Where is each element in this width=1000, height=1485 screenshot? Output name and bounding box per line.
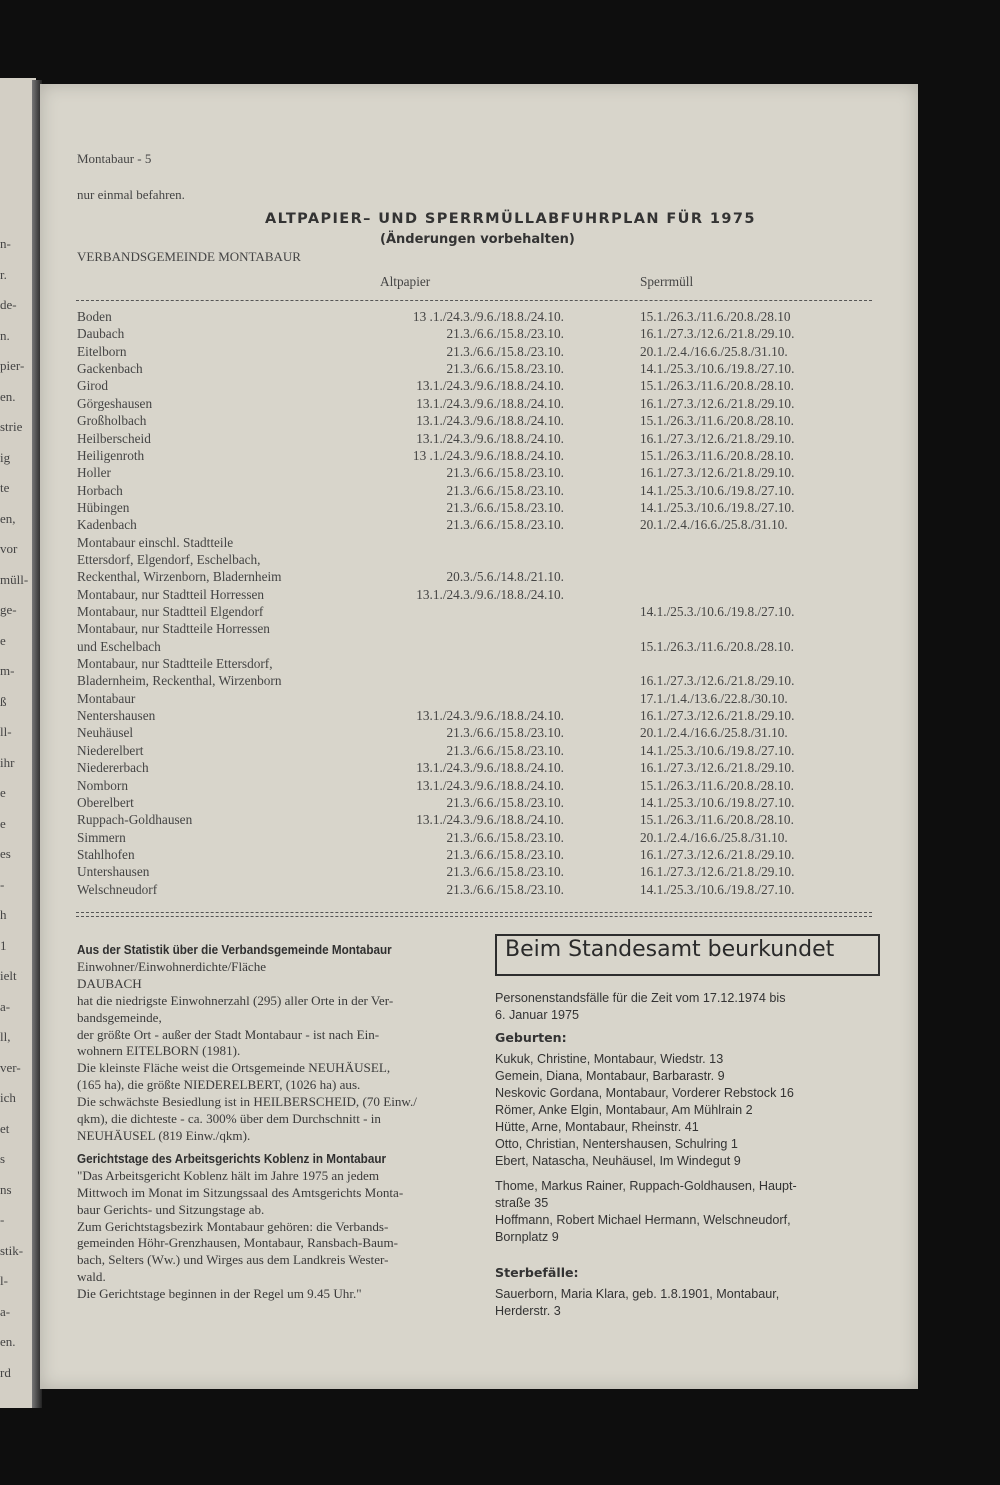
row-place: Daubach — [77, 326, 125, 342]
row-sperrmuell-dates: 15.1./26.3./11.6./20.8./28.10. — [640, 777, 794, 793]
row-place: Montabaur, nur Stadtteil Elgendorf — [77, 604, 264, 619]
table-row — [40, 847, 918, 864]
table-row — [40, 361, 918, 378]
row-place: Montabaur — [77, 690, 136, 706]
gericht-body — [77, 1168, 477, 1303]
page-subtitle: (Änderungen vorbehalten) — [380, 232, 575, 247]
row-altpapier-dates: 21.3./6.6./15.8./23.10. — [446, 343, 564, 359]
row-place: Montabaur, nur Stadtteile Ettersdorf, — [77, 656, 273, 671]
row-sperrmuell-dates: 15.1./26.3./11.6./20.8./28.10. — [640, 638, 794, 654]
row-altpapier-dates: 13.1./24.3./9.6./18.8./24.10. — [416, 812, 564, 828]
row-sperrmuell-dates: 20.1./2.4./16.6./25.8./31.10. — [640, 725, 788, 741]
geburt-entry: straße 35 — [495, 1196, 549, 1210]
prev-page-fragment: ver- — [0, 1060, 21, 1075]
prev-page-fragment: s — [0, 1151, 6, 1166]
verband-label: VERBANDSGEMEINDE MONTABAUR — [77, 249, 301, 264]
gericht-line: gemeinden Höhr-Grenzhausen, Montabaur, Ransbach-Baum- — [77, 1235, 398, 1251]
table-row — [40, 431, 918, 448]
row-altpapier-dates: 13.1./24.3./9.6./18.8./24.10. — [416, 760, 564, 776]
table-row — [40, 517, 918, 534]
row-altpapier-dates: 13.1./24.3./9.6./18.8./24.10. — [416, 708, 564, 723]
row-place: Niederelbert — [77, 742, 144, 758]
table-row — [40, 396, 918, 413]
page-label: Montabaur - 5 — [77, 151, 152, 166]
sterbefall-entry: Herderstr. 3 — [495, 1304, 561, 1318]
row-place: Heilberscheid — [77, 430, 151, 446]
prev-page-fragment: a- — [0, 999, 11, 1014]
table-row — [40, 483, 918, 500]
table-row — [40, 326, 918, 343]
row-sperrmuell-dates: 16.1./27.3./12.6./21.8./29.10. — [640, 846, 795, 862]
geburt-entry: Neskovic Gordana, Montabaur, Vorderer Rebstock 16 — [495, 1086, 794, 1100]
row-sperrmuell-dates: 14.1./25.3./10.6./19.8./27.10. — [640, 794, 795, 810]
table-row — [40, 656, 918, 673]
prev-page-fragment: de- — [0, 297, 17, 312]
gericht-heading: Gerichtstage des Arbeitsgerichts Koblenz in Montabaur — [77, 1150, 387, 1166]
row-place: Ruppach-Goldhausen — [77, 812, 193, 828]
statistik-body — [77, 959, 477, 1145]
previous-page-edge — [0, 78, 36, 1408]
prev-page-fragment: en, — [0, 511, 16, 526]
prev-page-fragment: müll- — [0, 572, 29, 587]
row-altpapier-dates: 13 .1./24.3./9.6./18.8./24.10. — [412, 309, 564, 324]
prev-page-fragment: strie — [0, 419, 23, 434]
statistik-line: hat die niedrigste Einwohnerzahl (295) aller Orte in der Ver- — [77, 992, 394, 1008]
row-sperrmuell-dates: 16.1./27.3./12.6./21.8./29.10. — [640, 326, 795, 342]
gericht-line: Zum Gerichtstagsbezirk Montabaur gehören: die Verbands- — [77, 1218, 389, 1234]
gericht-line: "Das Arbeitsgericht Koblenz hält im Jahre 1975 an jedem — [77, 1167, 380, 1183]
geburt-entry: Kukuk, Christine, Montabaur, Wiedstr. 13 — [495, 1052, 724, 1066]
row-altpapier-dates: 13.1./24.3./9.6./18.8./24.10. — [416, 378, 564, 394]
statistik-line: Einwohner/Einwohnerdichte/Fläche — [77, 958, 267, 974]
row-altpapier-dates: 21.3./6.6./15.8./23.10. — [446, 517, 564, 533]
row-sperrmuell-dates: 14.1./25.3./10.6./19.8./27.10. — [640, 499, 795, 515]
row-place: und Eschelbach — [77, 638, 161, 654]
row-sperrmuell-dates: 15.1./26.3./11.6./20.8./28.10. — [640, 447, 794, 463]
row-altpapier-dates: 13.1./24.3./9.6./18.8./24.10. — [416, 586, 564, 602]
prev-page-fragment: vor — [0, 541, 18, 556]
row-altpapier-dates: 13.1./24.3./9.6./18.8./24.10. — [416, 430, 564, 446]
prev-page-fragment: ß — [0, 694, 7, 709]
prev-page-fragment: rd — [0, 1365, 11, 1380]
geburt-entry: Ebert, Natascha, Neuhäusel, Im Windegut 9 — [495, 1154, 741, 1168]
geburt-entry: Gemein, Diana, Montabaur, Barbarastr. 9 — [495, 1069, 725, 1083]
row-place: Großholbach — [77, 413, 147, 429]
row-altpapier-dates: 20.3./5.6./14.8./21.10. — [446, 569, 564, 585]
row-place: Stahlhofen — [77, 846, 135, 862]
row-sperrmuell-dates: 14.1./25.3./10.6./19.8./27.10. — [640, 881, 795, 897]
geburten-heading: Geburten: — [495, 1030, 567, 1045]
row-sperrmuell-dates: 15.1./26.3./11.6./20.8./28.10 — [640, 309, 791, 324]
table-row — [40, 760, 918, 777]
sterbefall-entry: Sauerborn, Maria Klara, geb. 1.8.1901, Montabaur, — [495, 1287, 780, 1301]
row-place: Kadenbach — [77, 517, 137, 533]
geburt-entry: Hütte, Arne, Montabaur, Rheinstr. 41 — [495, 1120, 699, 1134]
geburt-entry: Römer, Anke Elgin, Montabaur, Am Mühlrain 2 — [495, 1103, 753, 1117]
row-sperrmuell-dates: 14.1./25.3./10.6./19.8./27.10. — [640, 361, 795, 377]
table-row — [40, 812, 918, 829]
header-divider — [76, 300, 872, 301]
row-place: Montabaur einschl. Stadtteile — [77, 534, 234, 550]
page-title: ALTPAPIER– UND SPERRMÜLLABFUHRPLAN FÜR 1975 — [265, 211, 756, 227]
prev-page-fragment: ll, — [0, 1029, 11, 1044]
row-sperrmuell-dates: 16.1./27.3./12.6./21.8./29.10. — [640, 760, 795, 776]
table-row — [40, 604, 918, 621]
prev-page-fragment: en. — [0, 389, 16, 404]
prev-page-fragment: n- — [0, 236, 11, 251]
row-place: Oberelbert — [77, 794, 134, 810]
prev-page-fragment: pier- — [0, 358, 25, 373]
statistik-line: qkm), die dichteste - ca. 300% über dem Durchschnitt - in — [77, 1111, 381, 1127]
table-row — [40, 725, 918, 742]
prev-page-fragment: a- — [0, 1304, 11, 1319]
prev-page-fragment: 1 — [0, 938, 7, 953]
row-place: Bladernheim, Reckenthal, Wirzenborn — [77, 673, 282, 689]
row-place: Welschneudorf — [77, 881, 158, 897]
prev-page-fragment: stik- — [0, 1243, 24, 1258]
geburt-entry: Thome, Markus Rainer, Ruppach-Goldhausen, Haupt- — [495, 1179, 797, 1193]
standesamt-title: Beim Standesamt beurkundet — [505, 937, 835, 962]
row-place: Niedererbach — [77, 760, 149, 776]
document-page — [40, 84, 918, 1389]
table-row — [40, 569, 918, 586]
table-row — [40, 864, 918, 881]
prev-page-fragment: ihr — [0, 755, 15, 770]
table-row — [40, 639, 918, 656]
row-sperrmuell-dates: 16.1./27.3./12.6./21.8./29.10. — [640, 673, 795, 689]
row-sperrmuell-dates: 14.1./25.3./10.6./19.8./27.10. — [640, 482, 795, 498]
prev-page-fragment: e — [0, 633, 6, 648]
row-sperrmuell-dates: 15.1./26.3./11.6./20.8./28.10. — [640, 378, 794, 394]
standesamt-title-box — [495, 934, 880, 976]
row-altpapier-dates: 13.1./24.3./9.6./18.8./24.10. — [416, 777, 564, 793]
statistik-line: der größte Ort - außer der Stadt Montabaur - ist nach Ein- — [77, 1026, 380, 1042]
prev-page-fragment: m- — [0, 663, 15, 678]
prev-page-fragment: - — [0, 1212, 5, 1227]
table-row — [40, 535, 918, 552]
prev-page-fragment: ll- — [0, 724, 12, 739]
row-sperrmuell-dates: 14.1./25.3./10.6./19.8./27.10. — [640, 742, 795, 758]
prev-page-fragment: ns — [0, 1182, 12, 1197]
geburt-entry: Bornplatz 9 — [495, 1230, 559, 1244]
row-sperrmuell-dates: 16.1./27.3./12.6./21.8./29.10. — [640, 708, 795, 723]
row-altpapier-dates: 21.3./6.6./15.8./23.10. — [446, 482, 564, 498]
column-header-sperrmuell: Sperrmüll — [640, 274, 694, 289]
prev-page-fragment: ielt — [0, 968, 17, 983]
row-sperrmuell-dates: 16.1./27.3./12.6./21.8./29.10. — [640, 465, 795, 481]
statistik-line: DAUBACH — [77, 975, 142, 991]
table-row — [40, 673, 918, 690]
row-altpapier-dates: 13.1./24.3./9.6./18.8./24.10. — [416, 395, 564, 411]
table-row — [40, 708, 918, 725]
table-row — [40, 882, 918, 899]
row-altpapier-dates: 21.3./6.6./15.8./23.10. — [446, 794, 564, 810]
gericht-line: wald. — [77, 1269, 106, 1285]
row-altpapier-dates: 21.3./6.6./15.8./23.10. — [446, 725, 564, 741]
row-place: Untershausen — [77, 864, 150, 880]
gericht-line: Mittwoch im Monat im Sitzungssaal des Amtsgerichts Monta- — [77, 1184, 404, 1200]
prev-page-fragment: ge- — [0, 602, 17, 617]
row-sperrmuell-dates: 20.1./2.4./16.6./25.8./31.10. — [640, 343, 788, 359]
statistik-line: Die kleinste Fläche weist die Ortsgemeinde NEUHÄUSEL, — [77, 1060, 391, 1076]
statistik-line: bandsgemeinde, — [77, 1009, 162, 1025]
prev-page-fragment: h — [0, 907, 7, 922]
prev-page-fragment: e — [0, 816, 6, 831]
row-altpapier-dates: 21.3./6.6./15.8./23.10. — [446, 465, 564, 481]
statistik-heading: Aus der Statistik über die Verbandsgemeinde Montabaur — [77, 942, 392, 957]
table-row — [40, 795, 918, 812]
row-place: Eitelborn — [77, 343, 127, 359]
table-row — [40, 552, 918, 569]
prev-page-fragment: l- — [0, 1273, 8, 1288]
statistik-line: (165 ha), die größte NIEDERELBERT, (1026 ha) aus. — [77, 1077, 361, 1093]
row-altpapier-dates: 21.3./6.6./15.8./23.10. — [446, 742, 564, 758]
statistik-section — [77, 942, 477, 1303]
row-place: Nomborn — [77, 777, 128, 793]
row-altpapier-dates: 21.3./6.6./15.8./23.10. — [446, 499, 564, 515]
gericht-line: bach, Selters (Ww.) und Wirges aus dem Landkreis Wester- — [77, 1252, 389, 1268]
prev-page-fragment: et — [0, 1121, 10, 1136]
prev-page-fragment: n. — [0, 328, 10, 343]
row-sperrmuell-dates: 16.1./27.3./12.6./21.8./29.10. — [640, 864, 795, 880]
table-row — [40, 621, 918, 638]
intro-line: nur einmal befahren. — [77, 187, 185, 202]
table-row — [40, 413, 918, 430]
row-place: Gackenbach — [77, 361, 143, 377]
prev-page-fragment: ich — [0, 1090, 16, 1105]
row-place: Neuhäusel — [77, 725, 134, 741]
row-sperrmuell-dates: 20.1./2.4./16.6./25.8./31.10. — [640, 829, 788, 845]
row-sperrmuell-dates: 16.1./27.3./12.6./21.8./29.10. — [640, 430, 795, 446]
table-row — [40, 344, 918, 361]
standesamt-intro-1: Personenstandsfälle für die Zeit vom 17.12.1974 bis — [495, 991, 786, 1005]
row-place: Montabaur, nur Stadtteil Horressen — [77, 586, 265, 602]
row-altpapier-dates: 21.3./6.6./15.8./23.10. — [446, 829, 564, 845]
row-altpapier-dates: 21.3./6.6./15.8./23.10. — [446, 881, 564, 897]
statistik-line: Die schwächste Besiedlung ist in HEILBERSCHEID, (70 Einw./ — [77, 1094, 417, 1110]
table-row — [40, 500, 918, 517]
table-row — [40, 378, 918, 395]
row-sperrmuell-dates: 16.1./27.3./12.6./21.8./29.10. — [640, 395, 795, 411]
row-place: Heiligenroth — [77, 447, 145, 463]
prev-page-fragment: r. — [0, 267, 7, 282]
row-sperrmuell-dates: 15.1./26.3./11.6./20.8./28.10. — [640, 413, 794, 429]
prev-page-fragment: e — [0, 785, 6, 800]
table-row — [40, 830, 918, 847]
row-place: Nentershausen — [77, 708, 156, 723]
row-altpapier-dates: 13 .1./24.3./9.6./18.8./24.10. — [412, 447, 564, 463]
row-sperrmuell-dates: 15.1./26.3./11.6./20.8./28.10. — [640, 812, 794, 828]
row-sperrmuell-dates: 20.1./2.4./16.6./25.8./31.10. — [640, 517, 788, 533]
table-row — [40, 587, 918, 604]
prev-page-fragment: - — [0, 877, 5, 892]
row-place: Boden — [77, 309, 112, 324]
prev-page-fragment: ig — [0, 450, 11, 465]
prev-page-fragment: en. — [0, 1334, 16, 1349]
table-row — [40, 465, 918, 482]
row-place: Horbach — [77, 482, 123, 498]
row-place: Hübingen — [77, 499, 130, 515]
table-row — [40, 309, 918, 326]
table-row — [40, 691, 918, 708]
geburt-entry: Otto, Christian, Nentershausen, Schulring 1 — [495, 1137, 738, 1151]
prev-page-fragment: es — [0, 846, 11, 861]
row-altpapier-dates: 21.3./6.6./15.8./23.10. — [446, 864, 564, 880]
row-sperrmuell-dates: 17.1./1.4./13.6./22.8./30.10. — [640, 690, 788, 706]
table-row — [40, 778, 918, 795]
gericht-line: Die Gerichtstage beginnen in der Regel um 9.45 Uhr." — [77, 1286, 362, 1302]
prev-page-fragment: te — [0, 480, 10, 495]
column-header-altpapier: Altpapier — [380, 274, 431, 289]
row-place: Montabaur, nur Stadtteile Horressen — [77, 621, 270, 637]
row-altpapier-dates: 21.3./6.6./15.8./23.10. — [446, 326, 564, 342]
row-altpapier-dates: 13.1./24.3./9.6./18.8./24.10. — [416, 413, 564, 429]
row-place: Ettersdorf, Elgendorf, Eschelbach, — [77, 551, 261, 567]
statistik-line: NEUHÄUSEL (819 Einw./qkm). — [77, 1127, 251, 1143]
standesamt-intro-2: 6. Januar 1975 — [495, 1008, 580, 1022]
row-place: Görgeshausen — [77, 395, 153, 411]
geburt-entry: Hoffmann, Robert Michael Hermann, Welschneudorf, — [495, 1213, 791, 1227]
statistik-line: wohnern EITELBORN (1981). — [77, 1043, 241, 1059]
row-place: Reckenthal, Wirzenborn, Bladernheim — [77, 569, 282, 585]
section-divider — [76, 912, 872, 917]
row-altpapier-dates: 21.3./6.6./15.8./23.10. — [446, 846, 564, 862]
gericht-line: baur Gerichts- und Sitzungstage ab. — [77, 1201, 265, 1217]
row-altpapier-dates: 21.3./6.6./15.8./23.10. — [446, 361, 564, 377]
row-place: Simmern — [77, 829, 126, 845]
row-place: Girod — [77, 378, 109, 394]
table-row — [40, 448, 918, 465]
sterbefaelle-heading: Sterbefälle: — [495, 1265, 579, 1280]
table-row — [40, 743, 918, 760]
row-sperrmuell-dates: 14.1./25.3./10.6./19.8./27.10. — [640, 604, 795, 619]
row-place: Holler — [77, 465, 111, 481]
